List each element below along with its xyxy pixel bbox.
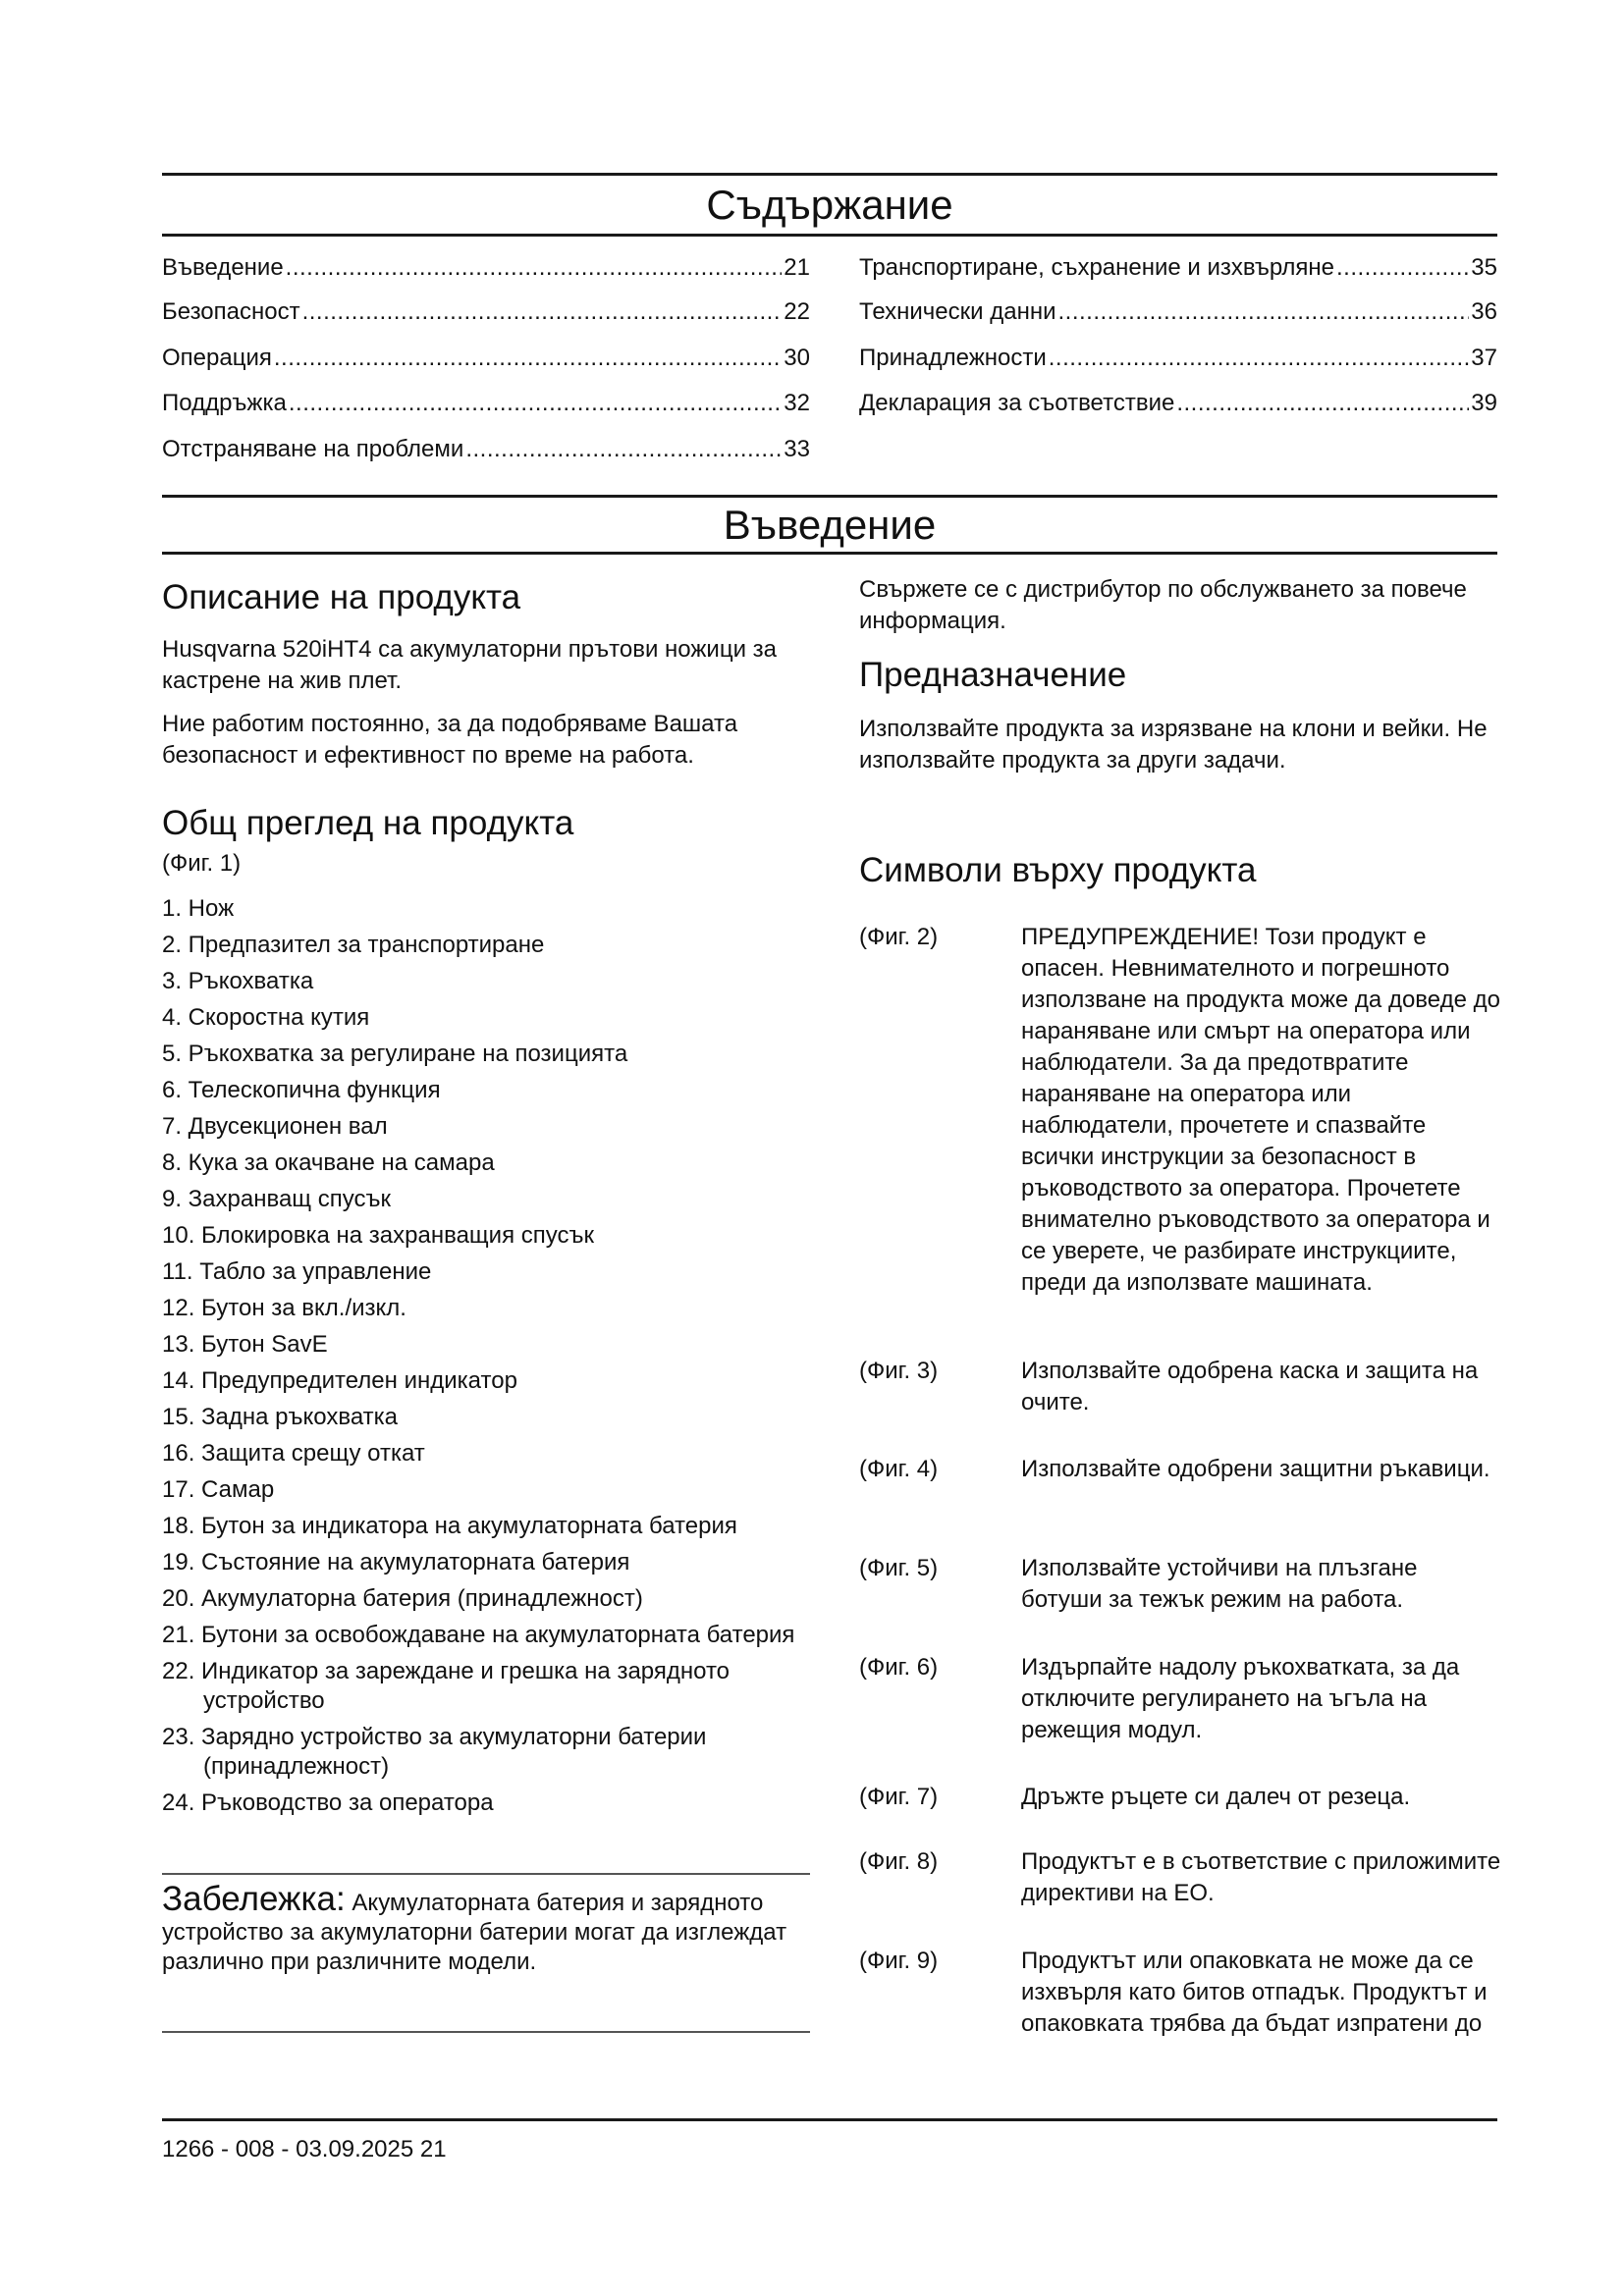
- toc-entry-troubleshooting[interactable]: [162, 435, 810, 464]
- toc-entry-safety[interactable]: [162, 297, 810, 327]
- toc-entry-label: Транспортиране, съхранение и изхвърляне: [859, 254, 1334, 281]
- symbol-description: Използвайте одобрени защитни ръкавици.: [1021, 1456, 1490, 1482]
- toc-entry-page: 33: [784, 436, 810, 462]
- toc-entry-accessories[interactable]: [859, 344, 1497, 373]
- toc-entry-label: Технически данни: [859, 298, 1056, 325]
- list-item: 21. Бутони за освобождаване на акумулаторната батерия: [162, 1622, 795, 1648]
- symbol-description: Продуктът или опаковката не може да се изхвърля като битов отпадък. Продуктът и опаковката трябва да бъдат изпратени до: [1021, 1948, 1488, 2037]
- list-item: 18. Бутон за индикатора на акумулаторната батерия: [162, 1513, 737, 1539]
- symbol-fig-label: (Фиг. 9): [859, 1948, 939, 1974]
- toc-top-rule: [162, 173, 1497, 176]
- toc-entry-page: 37: [1471, 345, 1497, 371]
- symbol-fig-label: (Фиг. 6): [859, 1654, 939, 1681]
- list-item: 22. Индикатор за зареждане и грешка на зарядното устройство: [162, 1658, 731, 1714]
- list-item: 3. Ръкохватка: [162, 968, 314, 994]
- toc-title: Съдържание: [706, 182, 953, 228]
- list-item: 12. Бутон за вкл./изкл.: [162, 1295, 406, 1321]
- toc-entry-label: Декларация за съответствие: [859, 390, 1175, 416]
- toc-entry-label: Безопасност: [162, 298, 300, 325]
- list-item: 8. Кука за окачване на самара: [162, 1149, 495, 1176]
- list-item: 16. Защита срещу откат: [162, 1440, 425, 1467]
- toc-entry-label: Принадлежности: [859, 345, 1047, 371]
- symbol-description: Издърпайте надолу ръкохватката, за да отключите регулирането на ъгъла на режещия модул.: [1021, 1654, 1460, 1743]
- product-overview-heading: Общ преглед на продукта: [162, 804, 574, 842]
- note-block: [162, 1880, 810, 1977]
- toc-entry-transport[interactable]: [859, 253, 1497, 283]
- list-item: 20. Акумулаторна батерия (принадлежност): [162, 1585, 643, 1612]
- toc-entry-label: Въведение: [162, 254, 284, 281]
- note-text: Акумулаторната батерия и зарядното устройство за акумулаторни батерии могат да изглеждат различно при различните модели.: [162, 1890, 787, 1975]
- list-item: 10. Блокировка на захранващия спусък: [162, 1222, 594, 1249]
- product-description-text-1: Husqvarna 520iHT4 са акумулаторни прътови ножици за кастрене на жив плет.: [162, 636, 777, 694]
- symbol-fig-label: (Фиг. 2): [859, 924, 939, 950]
- toc-entry-page: 39: [1471, 390, 1497, 416]
- note-heading: Забележка:: [162, 1880, 346, 1918]
- product-overview-list: [162, 894, 810, 1818]
- list-item: 4. Скоростна кутия: [162, 1004, 370, 1031]
- page-footer: 1266 - 008 - 03.09.2025 21: [162, 2136, 447, 2163]
- toc-entry-introduction[interactable]: [162, 253, 810, 283]
- toc-entry-page: 35: [1471, 254, 1497, 281]
- list-item: 15. Задна ръкохватка: [162, 1404, 399, 1430]
- list-item: 1. Нож: [162, 895, 235, 922]
- toc-entry-operation[interactable]: [162, 344, 810, 373]
- note-top-rule: [162, 1873, 810, 1875]
- symbol-description: ПРЕДУПРЕЖДЕНИЕ! Този продукт е опасен. Невнимателното и погрешното използване на продукта може да доведе до нараняване или смърт на оператора или наблюдатели. За да предотвратите нараняване на оператора или наблюдатели, прочетете и спазвайте всички инструкции за безопасност в ръководството за оператора. Прочетете внимателно ръководството за оператора и се уверете, че разбирате инструкциите, преди да използвате машината.: [1021, 924, 1500, 1296]
- note-bottom-rule: [162, 2031, 810, 2033]
- intended-use-text: Използвайте продукта за изрязване на клони и вейки. Не използвайте продукта за други задачи.: [859, 716, 1488, 774]
- toc-entry-declaration[interactable]: [859, 389, 1497, 418]
- toc-entry-label: Отстраняване на проблеми: [162, 436, 464, 462]
- symbol-fig-label: (Фиг. 8): [859, 1848, 939, 1875]
- symbol-fig-label: (Фиг. 7): [859, 1784, 939, 1810]
- symbol-fig-label: (Фиг. 4): [859, 1456, 939, 1482]
- toc-entry-page: 22: [784, 298, 810, 325]
- symbols-heading: Символи върху продукта: [859, 851, 1257, 889]
- product-description-heading: Описание на продукта: [162, 578, 521, 616]
- toc-entry-page: 21: [784, 254, 810, 281]
- symbol-fig-label: (Фиг. 3): [859, 1358, 939, 1384]
- toc-entry-label: Поддръжка: [162, 390, 287, 416]
- symbol-fig-label: (Фиг. 5): [859, 1555, 939, 1581]
- list-item: 7. Двусекционен вал: [162, 1113, 388, 1140]
- footer-rule: [162, 2118, 1497, 2121]
- symbol-description: Продуктът е в съответствие с приложимите директиви на ЕО.: [1021, 1848, 1501, 1906]
- intro-title: Въведение: [723, 502, 937, 548]
- toc-entry-page: 30: [784, 345, 810, 371]
- symbol-description: Дръжте ръцете си далеч от резеца.: [1021, 1784, 1411, 1810]
- list-item: 11. Табло за управление: [162, 1258, 432, 1285]
- product-overview-fig: (Фиг. 1): [162, 850, 242, 877]
- toc-entry-page: 36: [1471, 298, 1497, 325]
- list-item: 23. Зарядно устройство за акумулаторни батерии (принадлежност): [162, 1724, 707, 1780]
- intro-top-rule: [162, 495, 1497, 498]
- list-item: 14. Предупредителен индикатор: [162, 1367, 517, 1394]
- list-item: 19. Състояние на акумулаторната батерия: [162, 1549, 630, 1575]
- toc-entry-maintenance[interactable]: [162, 389, 810, 418]
- intro-bottom-rule: [162, 552, 1497, 555]
- toc-entry-technical-data[interactable]: [859, 297, 1497, 327]
- symbol-description: Използвайте устойчиви на плъзгане ботуши за тежък режим на работа.: [1021, 1555, 1418, 1613]
- list-item: 2. Предпазител за транспортиране: [162, 932, 545, 958]
- toc-entry-label: Операция: [162, 345, 272, 371]
- list-item: 17. Самар: [162, 1476, 275, 1503]
- intended-use-heading: Предназначение: [859, 656, 1127, 694]
- toc-bottom-rule: [162, 234, 1497, 237]
- list-item: 5. Ръкохватка за регулиране на позицията: [162, 1041, 628, 1067]
- list-item: 6. Телескопична функция: [162, 1077, 441, 1103]
- list-item: 24. Ръководство за оператора: [162, 1789, 494, 1816]
- symbol-description: Използвайте одобрена каска и защита на очите.: [1021, 1358, 1479, 1415]
- product-description-text-2: Ние работим постоянно, за да подобряваме Вашата безопасност и ефективност по време на работа.: [162, 711, 738, 769]
- list-item: 9. Захранващ спусък: [162, 1186, 391, 1212]
- list-item: 13. Бутон SavE: [162, 1331, 328, 1358]
- distributor-text: Свържете се с дистрибутор по обслужването за повече информация.: [859, 576, 1467, 634]
- toc-entry-page: 32: [784, 390, 810, 416]
